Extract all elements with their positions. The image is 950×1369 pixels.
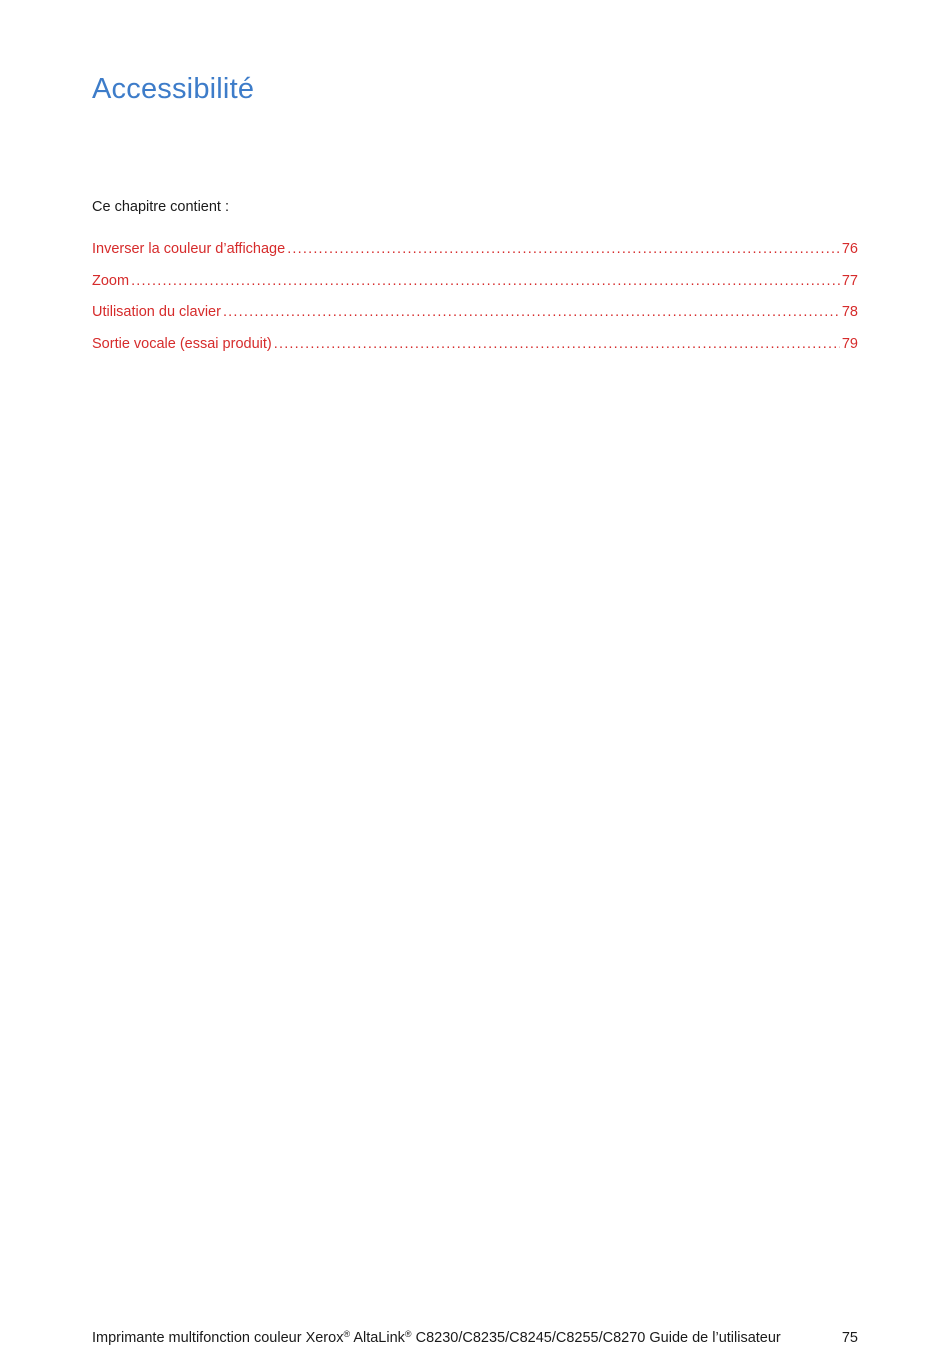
toc-dot-leader <box>223 303 840 321</box>
toc-entry-label[interactable]: Sortie vocale (essai produit) <box>92 335 272 352</box>
toc-entry-label[interactable]: Utilisation du clavier <box>92 304 221 320</box>
footer-page-number: 75 <box>841 1330 858 1346</box>
toc-dot-leader <box>274 335 840 353</box>
toc-entry-zoom[interactable] <box>92 272 858 304</box>
toc-entry-page[interactable]: 77 <box>841 272 858 289</box>
toc-entry-label[interactable]: Zoom <box>92 272 130 289</box>
toc-entry-voice-output[interactable] <box>92 335 858 367</box>
toc-dot-leader <box>131 272 840 290</box>
toc-entry-invert-colors[interactable] <box>92 240 858 272</box>
toc-dot-leader <box>287 240 840 258</box>
page-title: Accessibilité <box>92 73 255 105</box>
chapter-intro: Ce chapitre contient : <box>92 199 230 215</box>
registered-trademark: ® <box>404 1329 412 1339</box>
toc-entry-page[interactable]: 78 <box>841 304 858 320</box>
toc-entry-label[interactable]: Inverser la couleur d’affichage <box>92 241 286 257</box>
toc-entry-keyboard[interactable] <box>92 303 858 335</box>
footer-document-title: Imprimante multifonction couleur Xerox® AltaLink® C8230/C8235/C8245/C8255/C8270 Guide de l’utilisateur <box>92 1329 781 1346</box>
page-footer <box>92 1327 858 1349</box>
table-of-contents <box>92 240 858 366</box>
registered-trademark: ® <box>343 1329 351 1339</box>
toc-entry-page[interactable]: 79 <box>841 335 858 352</box>
toc-entry-page[interactable]: 76 <box>841 241 858 257</box>
